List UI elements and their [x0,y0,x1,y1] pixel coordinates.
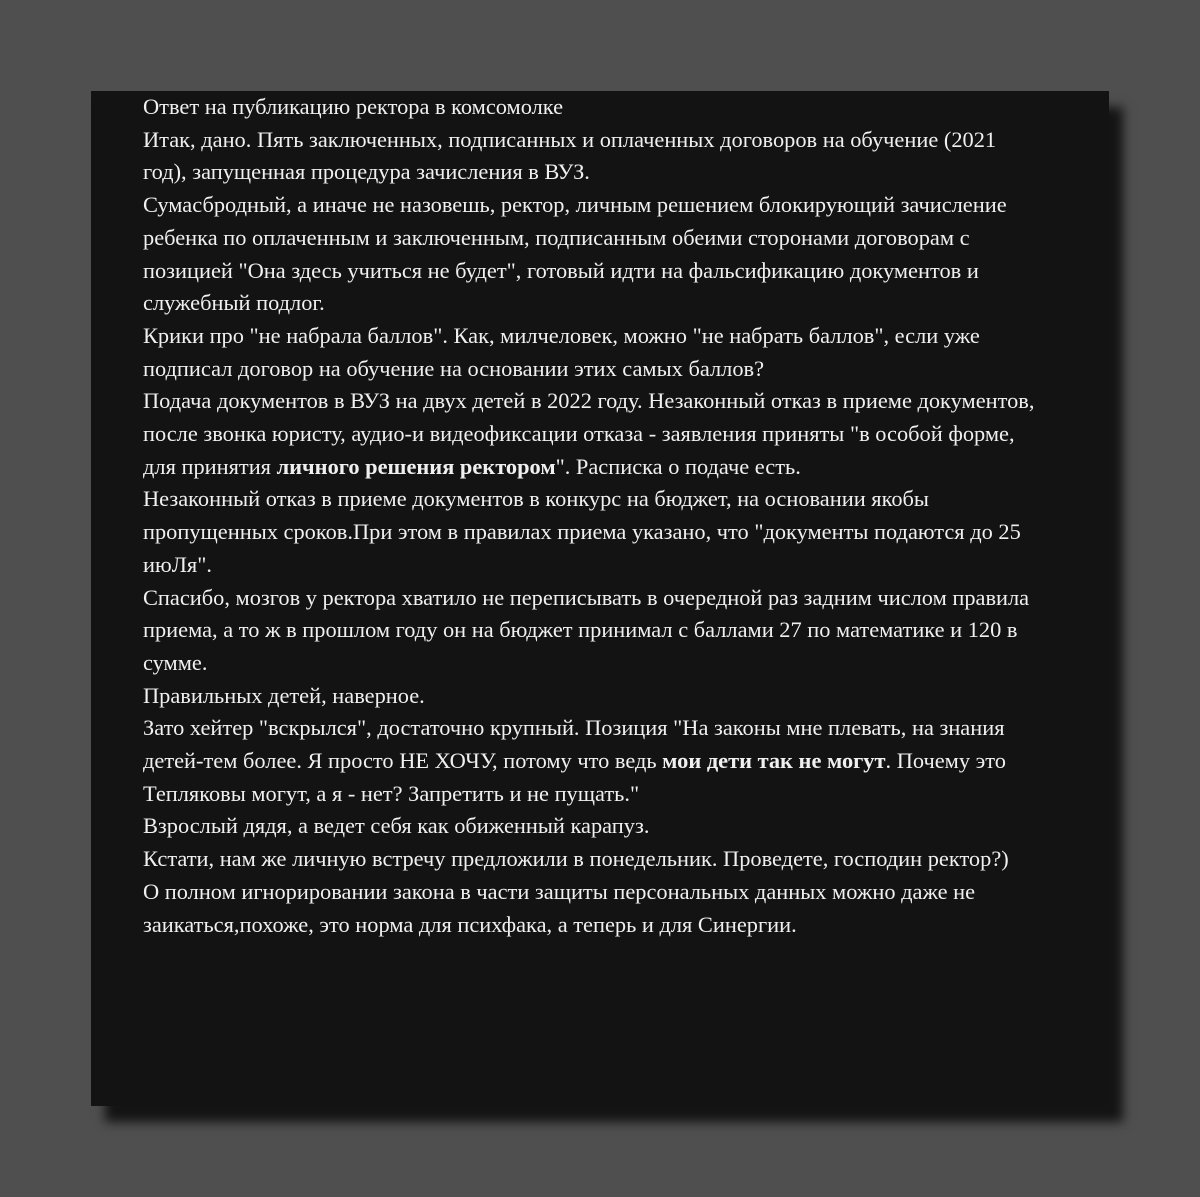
paragraph: О полном игнорировании закона в части защиты персональных данных можно даже не заикаться,похоже, это норма для психфака, а теперь и для Синергии. [143,878,976,937]
paragraph: Взрослый дядя, а ведет себя как обиженный карапуз. [143,813,650,839]
paragraph-text: . Почему это Тепляковы могут, а я - нет? Запретить и не пущать." [143,748,1006,806]
paragraph-text: Зато хейтер "вскрылся", достаточно крупный. Позиция "На законы мне плевать, на знания детей-тем более. Я просто НЕ ХОЧУ, потому что ведь [143,715,1005,774]
paragraph-text: Подача документов в ВУЗ на двух детей в 2022 году. Незаконный отказ в приеме документов, после звонка юристу, аудио-и видеофиксации отказа - заявления приняты "в особой форме, для принятия [143,388,1035,479]
document-title: Ответ на публикацию ректора в комсомолке [143,94,564,119]
paragraph: Незаконный отказ в приеме документов в конкурс на бюджет, на основании якобы пропущенных сроков.При этом в правилах приема указано, что "документы подаются до 25 июЛя". [143,486,1021,577]
paragraph [143,712,1043,810]
document-text [143,91,1043,941]
paragraph [143,385,1043,483]
document-panel [91,91,1109,1106]
bold-phrase: личного решения ректором [276,453,556,479]
paragraph: Кстати, нам же личную встречу предложили в понедельник. Проведете, господин ректор?) [143,846,1009,872]
paragraph: Спасибо, мозгов у ректора хватило не переписывать в очередной раз задним числом правила приема, а то ж в прошлом году он на бюджет принимал с баллами 27 по математике и 120 в сумме. [143,584,1030,675]
paragraph-text: ". Расписка о подаче есть. [555,453,801,479]
bold-phrase: мои дети так не могут [662,748,886,774]
paragraph: Сумасбродный, а иначе не назовешь, ректор, личным решением блокирующий зачисление ребенка по оплаченным и заключенным, подписанным обеими сторонами договорам с позицией "Она здесь учиться не будет", готовый идти на фальсификацию документов и служебный подлог. [143,192,1007,316]
paragraph: Правильных детей, наверное. [143,682,425,708]
paragraph: Крики про "не набрала баллов". Как, милчеловек, можно "не набрать баллов", если уже подписал договор на обучение на основании этих самых баллов? [143,322,980,381]
paragraph: Итак, дано. Пять заключенных, подписанных и оплаченных договоров на обучение (2021 год), запущенная процедура зачисления в ВУЗ. [143,126,997,185]
